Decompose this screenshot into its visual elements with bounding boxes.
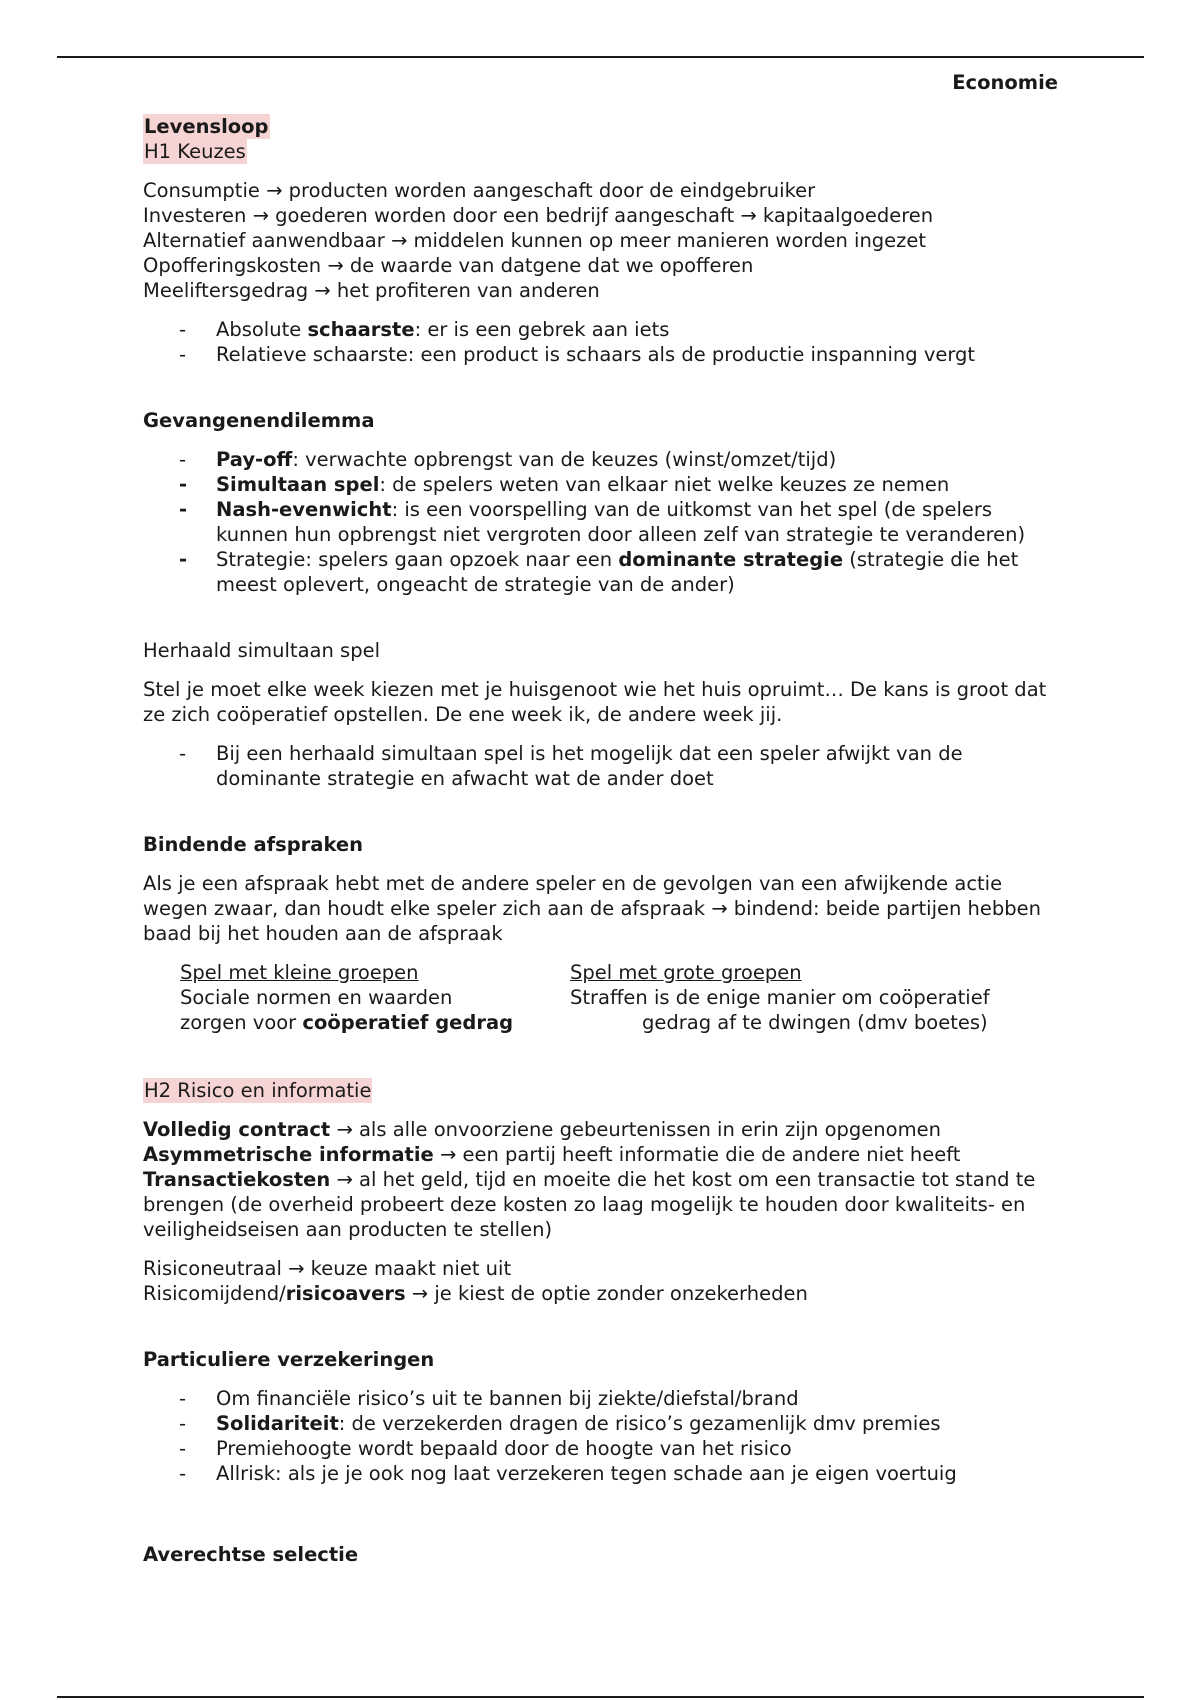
- h1-heading: H1 Keuzes: [144, 140, 246, 163]
- list-item: - Absolute schaarste: er is een gebrek aan iets: [179, 318, 670, 341]
- list-item: - Om financiële risico’s uit te bannen bij ziekte/diefstal/brand: [179, 1387, 799, 1410]
- list-item: - Simultaan spel: de spelers weten van elkaar niet welke keuzes ze nemen: [179, 473, 950, 496]
- list-item: - Pay-off: verwachte opbrengst van de keuzes (winst/omzet/tijd): [179, 448, 837, 471]
- definition-line: Consumptie → producten worden aangeschaft door de eindgebruiker: [143, 179, 816, 202]
- definition-line: Alternatief aanwendbaar → middelen kunnen op meer manieren worden ingezet: [143, 229, 927, 252]
- list-item: - Relatieve schaarste: een product is schaars als de productie inspanning vergt: [179, 343, 976, 366]
- top-rule: [57, 56, 1144, 58]
- list-item: - Bij een herhaald simultaan spel is het mogelijk dat een speler afwijkt van de dominante strategie en afwacht wat de ander doet: [179, 742, 963, 790]
- large-groups-line: gedrag af te dwingen (dmv boetes): [642, 1011, 988, 1034]
- large-groups-heading: Spel met grote groepen: [570, 961, 802, 984]
- large-groups-line: Straffen is de enige manier om coöperatief: [570, 986, 990, 1009]
- levensloop-heading: Levensloop: [144, 115, 269, 138]
- list-item: - Premiehoogte wordt bepaald door de hoogte van het risico: [179, 1437, 792, 1460]
- bottom-rule: [57, 1696, 1144, 1698]
- schaarste-list: [143, 317, 1063, 367]
- risico-line: Risicomijdend/risicoavers → je kiest de optie zonder onzekerheden: [143, 1282, 808, 1305]
- definition-line: Investeren → goederen worden door een bedrijf aangeschaft → kapitaalgoederen: [143, 204, 934, 227]
- definition-line: Opofferingskosten → de waarde van datgene dat we opofferen: [143, 254, 754, 277]
- averechtse-heading: Averechtse selectie: [143, 1543, 359, 1566]
- small-groups-column: [180, 960, 570, 1035]
- list-item: - Strategie: spelers gaan opzoek naar een dominante strategie (strategie die het meest oplevert, ongeacht de strategie van de ander): [179, 548, 1019, 596]
- verzekeringen-heading: Particuliere verzekeringen: [143, 1348, 435, 1371]
- list-item: - Solidariteit: de verzekerden dragen de risico’s gezamenlijk dmv premies: [179, 1412, 941, 1435]
- herhaald-text: Stel je moet elke week kiezen met je huisgenoot wie het huis opruimt… De kans is groot dat ze zich coöperatief opstellen. De ene week ik, de andere week jij.: [143, 678, 1047, 726]
- gevangenen-list: [143, 447, 1063, 597]
- list-item: - Allrisk: als je je ook nog laat verzekeren tegen schade aan je eigen voertuig: [179, 1462, 957, 1485]
- risico-line: Risiconeutraal → keuze maakt niet uit: [143, 1257, 512, 1280]
- h2-definitions: [143, 1117, 1063, 1242]
- herhaald-list: [143, 741, 1063, 791]
- large-groups-column: [570, 960, 1050, 1035]
- page-header-title: Economie: [952, 71, 1058, 94]
- bindende-heading: Bindende afspraken: [143, 833, 364, 856]
- group-comparison: [143, 960, 1063, 1035]
- definition-line: Asymmetrische informatie → een partij heeft informatie die de andere niet heeft: [143, 1143, 961, 1166]
- definition-line: Volledig contract → als alle onvoorziene gebeurtenissen in erin zijn opgenomen: [143, 1118, 941, 1141]
- herhaald-heading: Herhaald simultaan spel: [143, 639, 380, 662]
- h2-heading: H2 Risico en informatie: [144, 1079, 372, 1102]
- list-item: - Nash-evenwicht: is een voorspelling van de uitkomst van het spel (de spelers kunnen hun opbrengst niet vergroten door alleen zelf van strategie te veranderen): [179, 498, 1026, 546]
- small-groups-line: zorgen voor coöperatief gedrag: [180, 1011, 514, 1034]
- definition-line: Meeliftersgedrag → het profiteren van anderen: [143, 279, 600, 302]
- small-groups-heading: Spel met kleine groepen: [180, 961, 419, 984]
- gevangenen-heading: Gevangenendilemma: [143, 409, 375, 432]
- definition-line: Transactiekosten → al het geld, tijd en moeite die het kost om een transactie tot stand te brengen (de overheid probeert deze kosten zo laag mogelijk te houden door kwaliteits- en veiligheidseisen aan producten te stellen): [143, 1168, 1036, 1241]
- verzekeringen-list: [143, 1386, 1063, 1486]
- bindende-text: Als je een afspraak hebt met de andere speler en de gevolgen van een afwijkende actie wegen zwaar, dan houdt elke speler zich aan de afspraak → bindend: beide partijen hebben baad bij het houden aan de afspraak: [143, 872, 1042, 945]
- document-body: [143, 114, 1063, 1567]
- h1-definitions: [143, 178, 1063, 303]
- small-groups-line: Sociale normen en waarden: [180, 986, 453, 1009]
